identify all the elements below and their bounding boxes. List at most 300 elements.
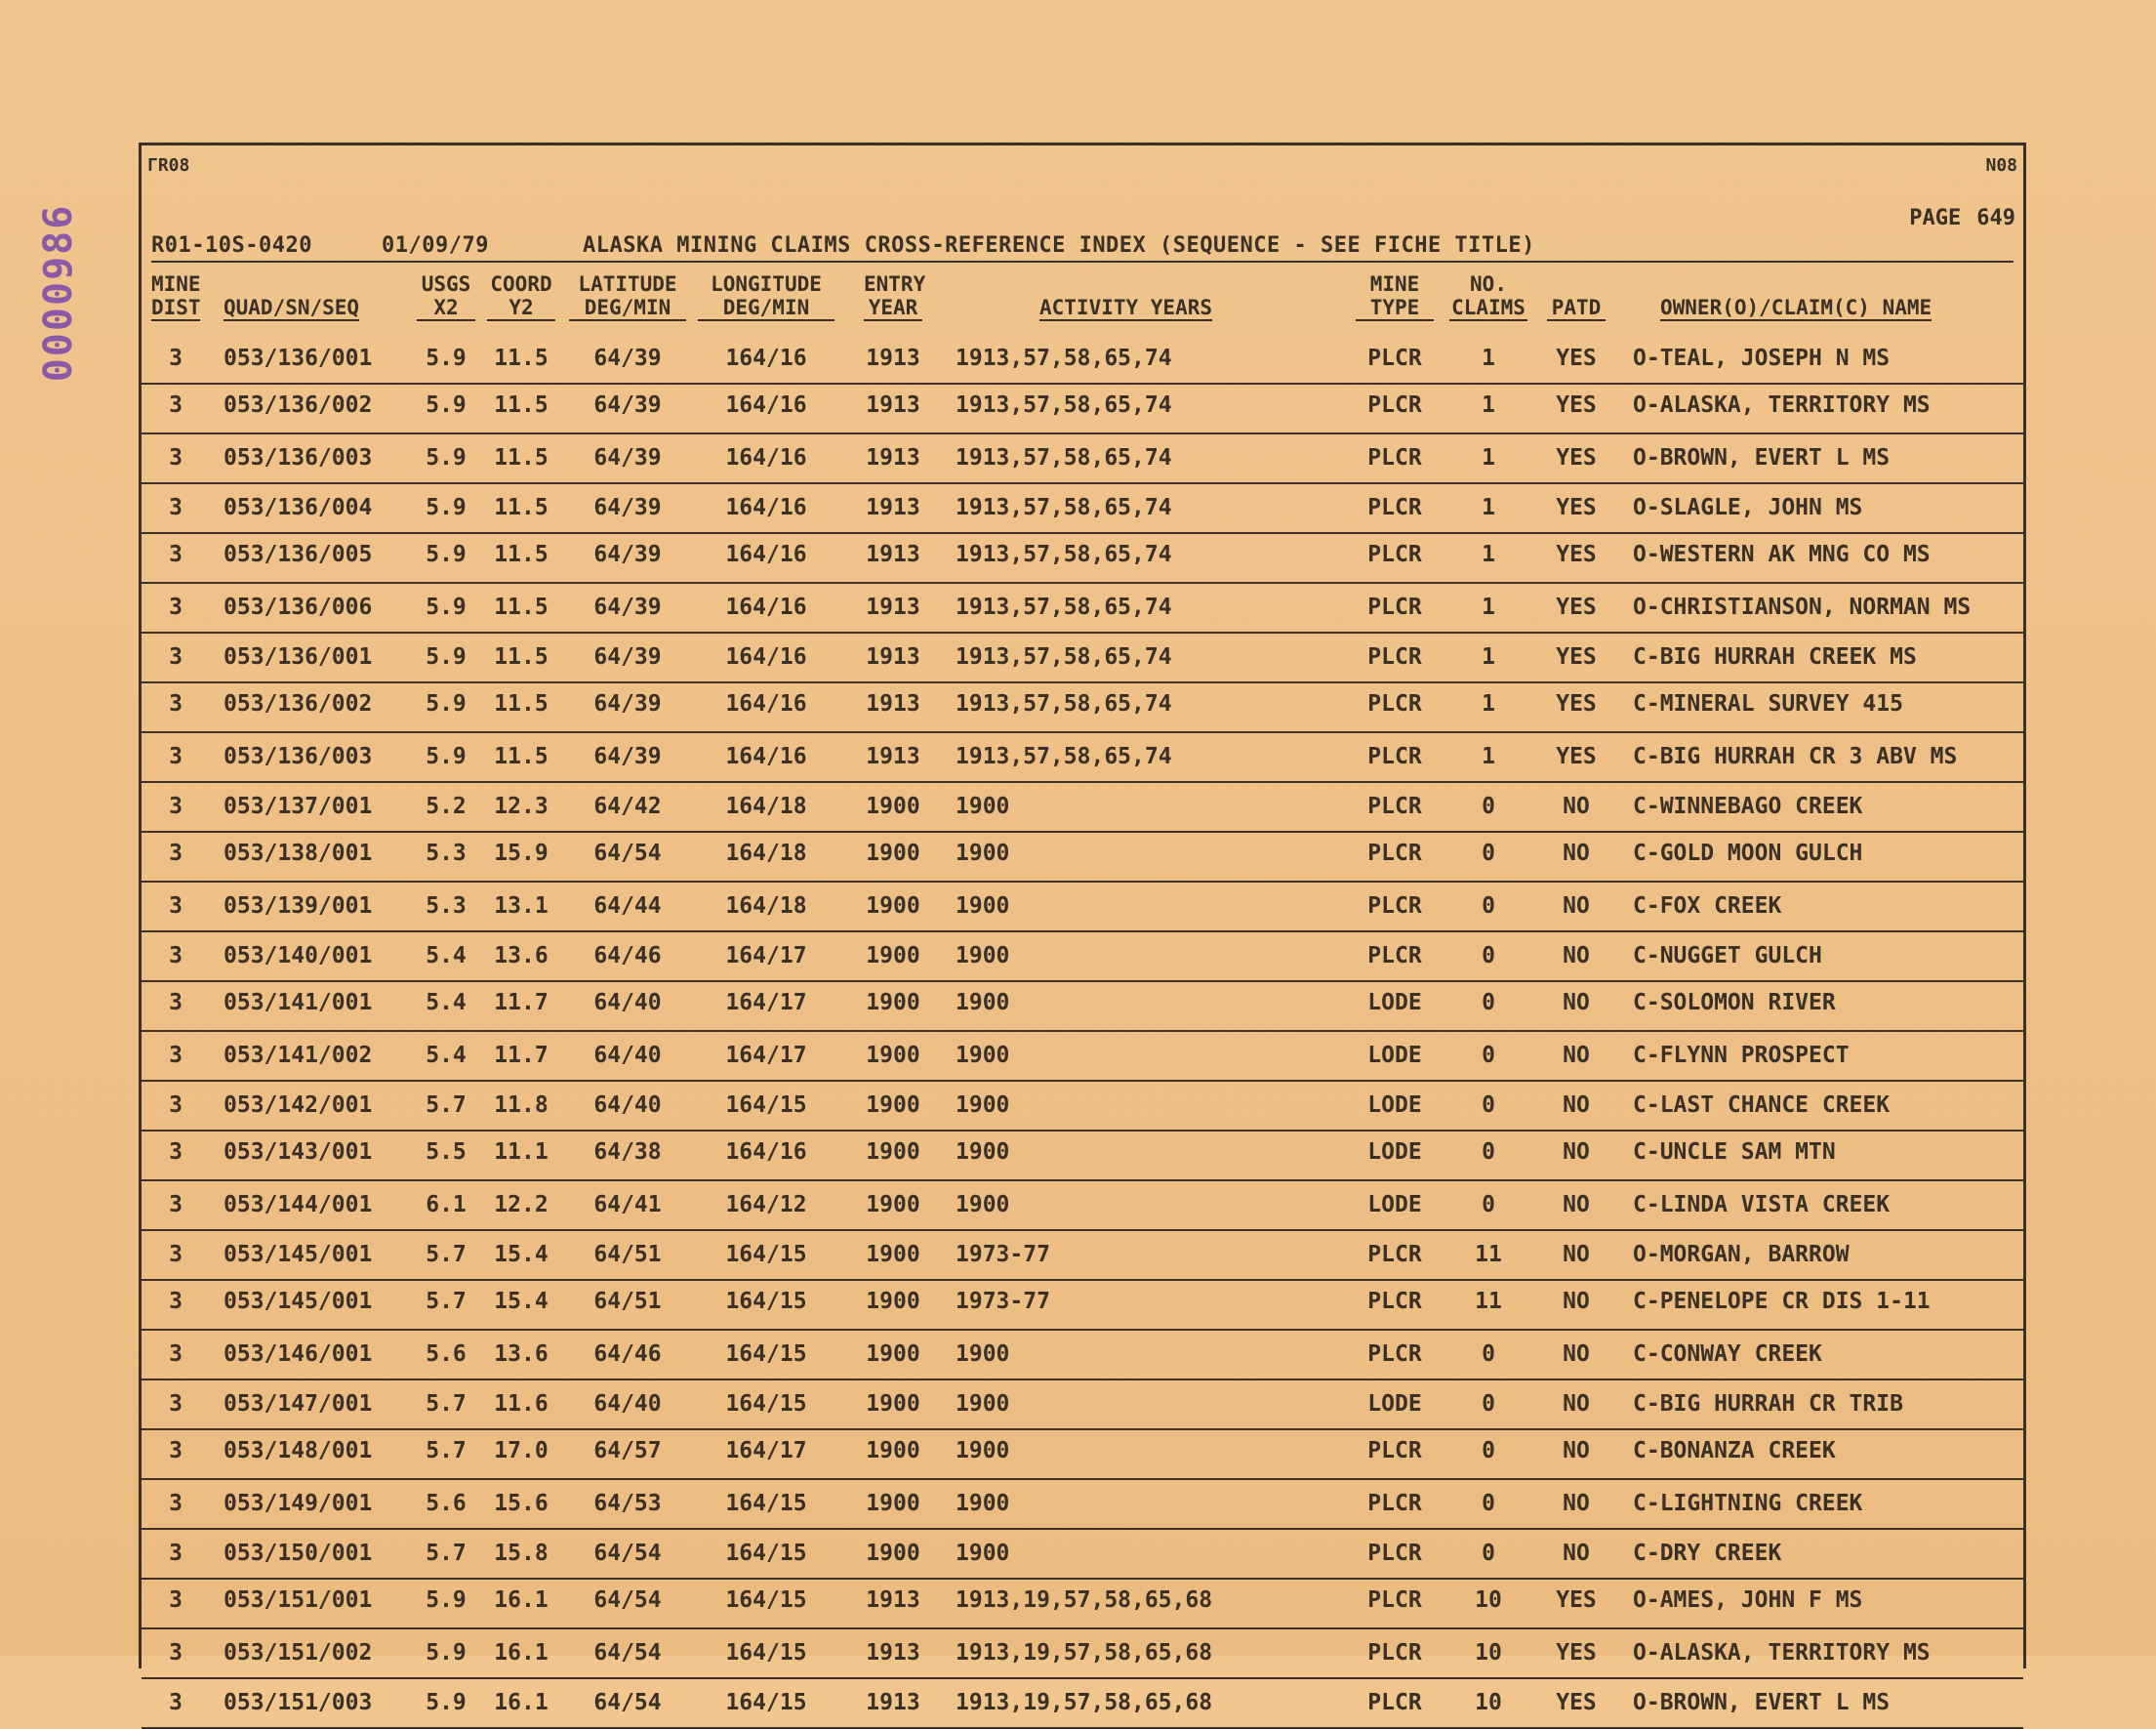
cell-latitude: 64/38: [593, 1139, 662, 1165]
cell-entry-year: 1913: [866, 1587, 920, 1613]
cell-y2: 11.6: [494, 1391, 549, 1417]
cell-owner-name: C-BIG HURRAH CR 3 ABV MS: [1633, 744, 1958, 769]
cell-mine-type: PLCR: [1367, 1438, 1422, 1463]
cell-activity-years: 1913,57,58,65,74: [956, 542, 1172, 567]
cell-entry-year: 1900: [866, 893, 920, 919]
cell-activity-years: 1900: [956, 1139, 1010, 1165]
cell-x2: 5.9: [426, 1690, 467, 1715]
header-quad: QUAD/SN/SEQ: [224, 296, 360, 319]
cell-latitude: 64/39: [593, 542, 662, 567]
cell-mine-type: PLCR: [1367, 1587, 1422, 1613]
cell-x2: 5.3: [426, 893, 467, 919]
table-row: [142, 484, 2023, 534]
header-activity: ACTIVITY YEARS: [1039, 296, 1213, 319]
cell-dist: 3: [169, 346, 183, 371]
cell-dist: 3: [169, 1192, 183, 1217]
cell-x2: 5.7: [426, 1541, 467, 1566]
header-x2-2: X2: [417, 296, 475, 321]
cell-y2: 12.2: [494, 1192, 549, 1217]
cell-owner-name: C-FOX CREEK: [1633, 893, 1782, 919]
cell-x2: 5.4: [426, 943, 467, 968]
cell-claims: 1: [1482, 495, 1495, 520]
cell-owner-name: C-BONANZA CREEK: [1633, 1438, 1836, 1463]
header-lat-1: LATITUDE: [578, 272, 677, 296]
cell-patd: NO: [1563, 841, 1590, 866]
cell-activity-years: 1900: [956, 990, 1010, 1015]
cell-claims: 10: [1475, 1587, 1502, 1613]
cell-patd: YES: [1556, 392, 1597, 418]
header-dist-2: DIST: [151, 296, 201, 319]
cell-x2: 5.7: [426, 1438, 467, 1463]
cell-latitude: 64/53: [593, 1491, 662, 1516]
cell-mine-type: LODE: [1367, 1391, 1422, 1417]
cell-y2: 11.1: [494, 1139, 549, 1165]
microfiche-stamp: [29, 176, 88, 410]
cell-latitude: 64/39: [593, 445, 662, 471]
cell-activity-years: 1900: [956, 841, 1010, 866]
cell-longitude: 164/16: [725, 542, 807, 567]
header-patd: PATD: [1547, 296, 1606, 321]
cell-activity-years: 1913,19,57,58,65,68: [956, 1640, 1213, 1666]
cell-x2: 5.9: [426, 691, 467, 717]
cell-latitude: 64/54: [593, 1541, 662, 1566]
cell-activity-years: 1900: [956, 893, 1010, 919]
cell-mine-type: PLCR: [1367, 1541, 1422, 1566]
cell-latitude: 64/39: [593, 595, 662, 620]
table-row: [142, 1480, 2023, 1530]
cell-owner-name: C-LIGHTNING CREEK: [1633, 1491, 1863, 1516]
cell-activity-years: 1913,57,58,65,74: [956, 445, 1172, 471]
cell-activity-years: 1900: [956, 1438, 1010, 1463]
report-title-line: [151, 227, 2014, 263]
table-row: [142, 1580, 2023, 1629]
cell-claims: 1: [1482, 691, 1495, 717]
cell-owner-name: C-SOLOMON RIVER: [1633, 990, 1836, 1015]
cell-mine-type: PLCR: [1367, 542, 1422, 567]
cell-dist: 3: [169, 794, 183, 819]
cell-owner-name: C-FLYNN PROSPECT: [1633, 1043, 1850, 1068]
cell-entry-year: 1900: [866, 1438, 920, 1463]
printout-sheet: [139, 143, 2026, 1715]
cell-quad: 053/136/005: [224, 542, 373, 567]
cell-latitude: 64/39: [593, 744, 662, 769]
cell-longitude: 164/15: [725, 1092, 807, 1118]
cell-entry-year: 1913: [866, 595, 920, 620]
cell-patd: NO: [1563, 1043, 1590, 1068]
header-entry-2: YEAR: [864, 296, 922, 321]
cell-longitude: 164/16: [725, 495, 807, 520]
cell-latitude: 64/42: [593, 794, 662, 819]
cell-x2: 5.9: [426, 346, 467, 371]
cell-longitude: 164/15: [725, 1491, 807, 1516]
cell-x2: 5.3: [426, 841, 467, 866]
table-row: [142, 1530, 2023, 1580]
cell-owner-name: O-TEAL, JOSEPH N MS: [1633, 346, 1891, 371]
page-label: PAGE: [1909, 206, 1962, 230]
table-row: [142, 1281, 2023, 1331]
cell-activity-years: 1900: [956, 1043, 1010, 1068]
cell-mine-type: LODE: [1367, 990, 1422, 1015]
cell-dist: 3: [169, 542, 183, 567]
cell-latitude: 64/54: [593, 1640, 662, 1666]
cell-mine-type: PLCR: [1367, 445, 1422, 471]
cell-entry-year: 1913: [866, 644, 920, 670]
cell-activity-years: 1900: [956, 1341, 1010, 1367]
cell-owner-name: O-ALASKA, TERRITORY MS: [1633, 392, 1931, 418]
table-row: [142, 335, 2023, 385]
cell-claims: 0: [1482, 841, 1495, 866]
cell-patd: YES: [1556, 346, 1597, 371]
cell-entry-year: 1900: [866, 1092, 920, 1118]
cell-dist: 3: [169, 644, 183, 670]
cell-mine-type: LODE: [1367, 1139, 1422, 1165]
cell-patd: YES: [1556, 691, 1597, 717]
cell-entry-year: 1900: [866, 1043, 920, 1068]
cell-latitude: 64/39: [593, 691, 662, 717]
cell-longitude: 164/17: [725, 990, 807, 1015]
cell-x2: 6.1: [426, 1192, 467, 1217]
cell-dist: 3: [169, 1690, 183, 1715]
cell-owner-name: C-PENELOPE CR DIS 1-11: [1633, 1289, 1931, 1314]
cell-owner-name: O-MORGAN, BARROW: [1633, 1242, 1850, 1267]
cell-claims: 10: [1475, 1690, 1502, 1715]
cell-quad: 053/136/004: [224, 495, 373, 520]
table-row: [142, 1132, 2023, 1181]
cell-dist: 3: [169, 943, 183, 968]
table-row: [142, 982, 2023, 1032]
cell-quad: 053/147/001: [224, 1391, 373, 1417]
table-row: [142, 1082, 2023, 1132]
cell-x2: 5.4: [426, 990, 467, 1015]
cell-longitude: 164/15: [725, 1242, 807, 1267]
cell-latitude: 64/44: [593, 893, 662, 919]
cell-patd: YES: [1556, 1587, 1597, 1613]
cell-y2: 11.5: [494, 744, 549, 769]
cell-entry-year: 1913: [866, 392, 920, 418]
cell-activity-years: 1913,57,58,65,74: [956, 495, 1172, 520]
header-y2-1: COORD: [490, 272, 552, 296]
cell-quad: 053/136/006: [224, 595, 373, 620]
cell-mine-type: PLCR: [1367, 1341, 1422, 1367]
table-row: [142, 1679, 2023, 1729]
cell-activity-years: 1913,19,57,58,65,68: [956, 1587, 1213, 1613]
cell-mine-type: PLCR: [1367, 595, 1422, 620]
cell-x2: 5.9: [426, 1587, 467, 1613]
cell-longitude: 164/15: [725, 1341, 807, 1367]
cell-entry-year: 1900: [866, 1192, 920, 1217]
cell-dist: 3: [169, 595, 183, 620]
cell-mine-type: PLCR: [1367, 495, 1422, 520]
cell-mine-type: LODE: [1367, 1192, 1422, 1217]
cell-x2: 5.7: [426, 1092, 467, 1118]
cell-latitude: 64/39: [593, 644, 662, 670]
cell-longitude: 164/18: [725, 841, 807, 866]
cell-quad: 053/151/001: [224, 1587, 373, 1613]
cell-activity-years: 1900: [956, 1092, 1010, 1118]
cell-entry-year: 1900: [866, 943, 920, 968]
corner-mark-right: N08: [1985, 155, 2017, 176]
cell-activity-years: 1900: [956, 1391, 1010, 1417]
table-row: [142, 683, 2023, 733]
table-row: [142, 1032, 2023, 1082]
table-row: [142, 932, 2023, 982]
cell-activity-years: 1913,57,58,65,74: [956, 595, 1172, 620]
cell-y2: 11.5: [494, 445, 549, 471]
cell-patd: YES: [1556, 644, 1597, 670]
cell-patd: NO: [1563, 794, 1590, 819]
cell-patd: YES: [1556, 1690, 1597, 1715]
cell-quad: 053/136/001: [224, 644, 373, 670]
cell-longitude: 164/15: [725, 1690, 807, 1715]
cell-x2: 5.6: [426, 1491, 467, 1516]
cell-latitude: 64/40: [593, 1092, 662, 1118]
cell-mine-type: LODE: [1367, 1092, 1422, 1118]
cell-y2: 13.6: [494, 1341, 549, 1367]
table-row: [142, 883, 2023, 932]
cell-claims: 0: [1482, 1391, 1495, 1417]
cell-patd: NO: [1563, 1289, 1590, 1314]
cell-owner-name: O-BROWN, EVERT L MS: [1633, 445, 1891, 471]
cell-y2: 15.4: [494, 1242, 549, 1267]
cell-patd: NO: [1563, 1341, 1590, 1367]
cell-patd: NO: [1563, 1541, 1590, 1566]
column-headers: [142, 272, 2023, 331]
table-row: [142, 385, 2023, 434]
cell-quad: 053/149/001: [224, 1491, 373, 1516]
cell-claims: 10: [1475, 1640, 1502, 1666]
cell-entry-year: 1900: [866, 1242, 920, 1267]
cell-claims: 0: [1482, 1043, 1495, 1068]
cell-activity-years: 1913,57,58,65,74: [956, 392, 1172, 418]
cell-latitude: 64/51: [593, 1242, 662, 1267]
cell-longitude: 164/16: [725, 644, 807, 670]
header-lon-1: LONGITUDE: [711, 272, 822, 296]
cell-y2: 17.0: [494, 1438, 549, 1463]
cell-claims: 11: [1475, 1242, 1502, 1267]
cell-claims: 1: [1482, 445, 1495, 471]
cell-quad: 053/138/001: [224, 841, 373, 866]
cell-y2: 11.7: [494, 1043, 549, 1068]
cell-latitude: 64/40: [593, 990, 662, 1015]
cell-entry-year: 1900: [866, 1341, 920, 1367]
cell-owner-name: C-BIG HURRAH CREEK MS: [1633, 644, 1917, 670]
cell-dist: 3: [169, 1438, 183, 1463]
cell-longitude: 164/16: [725, 595, 807, 620]
cell-patd: NO: [1563, 943, 1590, 968]
cell-y2: 16.1: [494, 1690, 549, 1715]
cell-longitude: 164/16: [725, 744, 807, 769]
cell-owner-name: C-CONWAY CREEK: [1633, 1341, 1822, 1367]
cell-y2: 11.5: [494, 346, 549, 371]
header-x2-1: USGS: [421, 272, 471, 296]
cell-quad: 053/142/001: [224, 1092, 373, 1118]
cell-owner-name: C-UNCLE SAM MTN: [1633, 1139, 1836, 1165]
cell-dist: 3: [169, 392, 183, 418]
cell-patd: NO: [1563, 1438, 1590, 1463]
cell-owner-name: C-MINERAL SURVEY 415: [1633, 691, 1903, 717]
cell-quad: 053/136/001: [224, 346, 373, 371]
cell-claims: 0: [1482, 1491, 1495, 1516]
cell-activity-years: 1913,19,57,58,65,68: [956, 1690, 1213, 1715]
cell-dist: 3: [169, 1139, 183, 1165]
cell-y2: 11.8: [494, 1092, 549, 1118]
cell-claims: 0: [1482, 1341, 1495, 1367]
cell-entry-year: 1900: [866, 1541, 920, 1566]
cell-activity-years: 1913,57,58,65,74: [956, 346, 1172, 371]
cell-entry-year: 1913: [866, 691, 920, 717]
table-row: [142, 534, 2023, 584]
cell-y2: 16.1: [494, 1587, 549, 1613]
cell-claims: 1: [1482, 595, 1495, 620]
cell-activity-years: 1913,57,58,65,74: [956, 744, 1172, 769]
cell-mine-type: PLCR: [1367, 691, 1422, 717]
cell-claims: 0: [1482, 943, 1495, 968]
claims-table: [142, 335, 2023, 1729]
cell-dist: 3: [169, 495, 183, 520]
cell-mine-type: PLCR: [1367, 794, 1422, 819]
cell-mine-type: PLCR: [1367, 943, 1422, 968]
cell-claims: 0: [1482, 1192, 1495, 1217]
cell-y2: 16.1: [494, 1640, 549, 1666]
cell-mine-type: PLCR: [1367, 893, 1422, 919]
cell-mine-type: PLCR: [1367, 1640, 1422, 1666]
cell-owner-name: C-NUGGET GULCH: [1633, 943, 1822, 968]
header-claims-2: CLAIMS: [1449, 296, 1527, 321]
cell-latitude: 64/40: [593, 1043, 662, 1068]
cell-owner-name: C-WINNEBAGO CREEK: [1633, 794, 1863, 819]
cell-claims: 1: [1482, 542, 1495, 567]
cell-dist: 3: [169, 1587, 183, 1613]
cell-claims: 0: [1482, 990, 1495, 1015]
cell-longitude: 164/17: [725, 1438, 807, 1463]
header-type-2: TYPE: [1356, 296, 1434, 321]
cell-owner-name: O-WESTERN AK MNG CO MS: [1633, 542, 1931, 567]
cell-patd: NO: [1563, 1192, 1590, 1217]
cell-x2: 5.5: [426, 1139, 467, 1165]
cell-owner-name: O-CHRISTIANSON, NORMAN MS: [1633, 595, 1972, 620]
cell-patd: YES: [1556, 1640, 1597, 1666]
cell-mine-type: PLCR: [1367, 1491, 1422, 1516]
cell-owner-name: C-LINDA VISTA CREEK: [1633, 1192, 1891, 1217]
cell-patd: NO: [1563, 1242, 1590, 1267]
cell-y2: 11.5: [494, 691, 549, 717]
cell-entry-year: 1913: [866, 542, 920, 567]
cell-longitude: 164/15: [725, 1587, 807, 1613]
table-row: [142, 634, 2023, 683]
cell-activity-years: 1913,57,58,65,74: [956, 691, 1172, 717]
header-entry-1: ENTRY: [864, 272, 926, 296]
cell-quad: 053/141/001: [224, 990, 373, 1015]
cell-x2: 5.7: [426, 1242, 467, 1267]
cell-patd: NO: [1563, 990, 1590, 1015]
cell-longitude: 164/16: [725, 392, 807, 418]
cell-owner-name: O-SLAGLE, JOHN MS: [1633, 495, 1863, 520]
table-row: [142, 1181, 2023, 1231]
cell-x2: 5.6: [426, 1341, 467, 1367]
table-row: [142, 833, 2023, 883]
header-y2-2: Y2: [487, 296, 555, 321]
cell-activity-years: 1973-77: [956, 1242, 1050, 1267]
cell-entry-year: 1913: [866, 445, 920, 471]
cell-mine-type: LODE: [1367, 1043, 1422, 1068]
cell-latitude: 64/39: [593, 392, 662, 418]
cell-owner-name: O-AMES, JOHN F MS: [1633, 1587, 1863, 1613]
cell-mine-type: PLCR: [1367, 1690, 1422, 1715]
cell-dist: 3: [169, 1640, 183, 1666]
cell-claims: 1: [1482, 392, 1495, 418]
cell-quad: 053/136/003: [224, 744, 373, 769]
cell-activity-years: 1913,57,58,65,74: [956, 644, 1172, 670]
report-title: ALASKA MINING CLAIMS CROSS-REFERENCE INDEX (SEQUENCE - SEE FICHE TITLE): [583, 233, 1535, 258]
cell-dist: 3: [169, 1491, 183, 1516]
cell-mine-type: PLCR: [1367, 841, 1422, 866]
cell-entry-year: 1900: [866, 841, 920, 866]
cell-patd: YES: [1556, 595, 1597, 620]
cell-owner-name: C-BIG HURRAH CR TRIB: [1633, 1391, 1903, 1417]
cell-claims: 1: [1482, 644, 1495, 670]
cell-y2: 12.3: [494, 794, 549, 819]
table-row: [142, 1430, 2023, 1480]
stamp-code: 0000986: [36, 203, 81, 383]
cell-quad: 053/139/001: [224, 893, 373, 919]
header-dist-1: MINE: [151, 272, 201, 296]
cell-longitude: 164/15: [725, 1640, 807, 1666]
cell-dist: 3: [169, 893, 183, 919]
cell-quad: 053/137/001: [224, 794, 373, 819]
page-number: 649: [1976, 206, 2015, 230]
cell-quad: 053/136/002: [224, 691, 373, 717]
cell-quad: 053/145/001: [224, 1242, 373, 1267]
cell-patd: YES: [1556, 495, 1597, 520]
cell-x2: 5.9: [426, 542, 467, 567]
cell-entry-year: 1900: [866, 794, 920, 819]
cell-patd: YES: [1556, 445, 1597, 471]
cell-y2: 15.4: [494, 1289, 549, 1314]
cell-patd: YES: [1556, 542, 1597, 567]
cell-quad: 053/151/002: [224, 1640, 373, 1666]
cell-longitude: 164/15: [725, 1391, 807, 1417]
cell-quad: 053/143/001: [224, 1139, 373, 1165]
report-id: R01-10S-0420: [151, 233, 312, 258]
cell-mine-type: PLCR: [1367, 346, 1422, 371]
cell-y2: 11.5: [494, 495, 549, 520]
cell-longitude: 164/16: [725, 691, 807, 717]
cell-dist: 3: [169, 990, 183, 1015]
cell-x2: 5.9: [426, 595, 467, 620]
cell-longitude: 164/16: [725, 445, 807, 471]
cell-longitude: 164/16: [725, 346, 807, 371]
cell-entry-year: 1913: [866, 744, 920, 769]
cell-claims: 0: [1482, 794, 1495, 819]
cell-claims: 0: [1482, 1139, 1495, 1165]
cell-quad: 053/145/001: [224, 1289, 373, 1314]
header-lat-2: DEG/MIN: [569, 296, 686, 321]
cell-latitude: 64/46: [593, 1341, 662, 1367]
cell-longitude: 164/17: [725, 1043, 807, 1068]
cell-quad: 053/144/001: [224, 1192, 373, 1217]
cell-quad: 053/146/001: [224, 1341, 373, 1367]
cell-claims: 11: [1475, 1289, 1502, 1314]
cell-claims: 0: [1482, 1438, 1495, 1463]
cell-latitude: 64/51: [593, 1289, 662, 1314]
cell-owner-name: O-ALASKA, TERRITORY MS: [1633, 1640, 1931, 1666]
cell-dist: 3: [169, 744, 183, 769]
cell-y2: 15.8: [494, 1541, 549, 1566]
cell-latitude: 64/54: [593, 1587, 662, 1613]
cell-mine-type: PLCR: [1367, 644, 1422, 670]
cell-owner-name: O-BROWN, EVERT L MS: [1633, 1690, 1891, 1715]
header-owner: OWNER(O)/CLAIM(C) NAME: [1660, 296, 1932, 319]
